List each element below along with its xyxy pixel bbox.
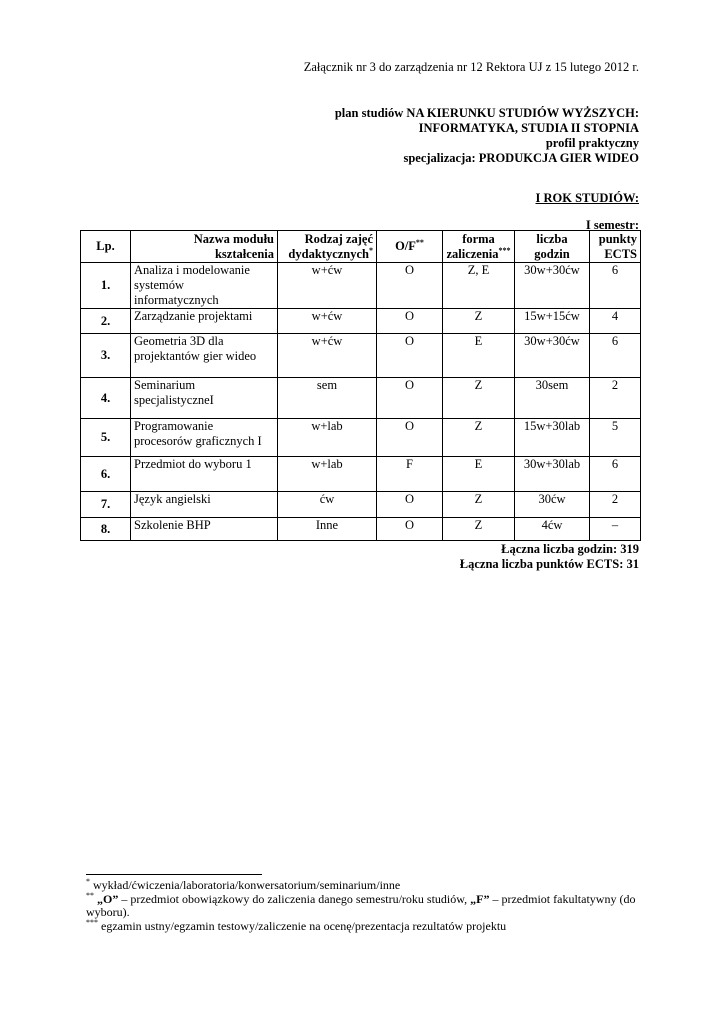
footnote-marker: * — [369, 245, 373, 255]
footnote-1 — [86, 879, 646, 893]
module-name-line: Szkolenie BHP — [134, 518, 211, 532]
table-row — [81, 263, 641, 309]
cell-lp: 3. — [81, 334, 131, 378]
plan-title-block — [335, 106, 639, 166]
cell-lp: 7. — [81, 492, 131, 518]
table-row — [81, 492, 641, 518]
footnote-term-o: „O” — [94, 891, 119, 906]
table-row — [81, 457, 641, 492]
footnote-divider — [86, 874, 262, 875]
plan-title-line: plan studiów NA KIERUNKU STUDIÓW WYŻSZYCH: — [334, 106, 639, 120]
totals-block — [460, 542, 639, 572]
cell-hours: 30w+30lab — [515, 457, 590, 492]
footnote-term-f: „F” — [470, 891, 490, 906]
cell-of: O — [377, 378, 443, 419]
footnote-text: – przedmiot obowiązkowy do zaliczenia danego semestru/roku studiów, — [118, 891, 471, 906]
cell-lp: 4. — [81, 378, 131, 419]
cell-assessment-form: Z — [443, 518, 515, 541]
cell-ects: 2 — [590, 378, 641, 419]
cell-class-type: Inne — [278, 518, 377, 541]
cell-assessment-form: E — [443, 334, 515, 378]
cell-hours: 30w+30ćw — [515, 334, 590, 378]
cell-lp: 8. — [81, 518, 131, 541]
table-row — [81, 309, 641, 334]
header-lp: Lp. — [81, 231, 131, 263]
year-heading: I ROK STUDIÓW: — [535, 191, 639, 205]
cell-assessment-form: Z — [443, 419, 515, 457]
header-text-with-note — [281, 247, 373, 262]
module-name-line: Programowanie — [134, 419, 214, 433]
table-row — [81, 334, 641, 378]
cell-of: O — [377, 492, 443, 518]
cell-ects: 6 — [590, 334, 641, 378]
cell-of: O — [377, 419, 443, 457]
cell-assessment-form: Z — [443, 492, 515, 518]
cell-lp: 5. — [81, 419, 131, 457]
cell-module-name — [131, 263, 278, 309]
module-name-line: specjalistyczneI — [134, 393, 214, 407]
cell-hours: 30sem — [515, 378, 590, 419]
cell-hours: 4ćw — [515, 518, 590, 541]
table-row — [81, 518, 641, 541]
footnote-marker: ** — [415, 237, 424, 247]
cell-module-name — [131, 457, 278, 492]
table-row — [81, 419, 641, 457]
header-text: Rodzaj zajęć — [304, 231, 373, 246]
cell-assessment-form: E — [443, 457, 515, 492]
module-name-line: Język angielski — [134, 492, 211, 506]
header-of — [377, 231, 443, 263]
cell-class-type: w+lab — [278, 457, 377, 492]
cell-assessment-form: Z — [443, 309, 515, 334]
cell-lp: 6. — [81, 457, 131, 492]
header-text: O/F — [395, 239, 416, 253]
cell-hours: 15w+15ćw — [515, 309, 590, 334]
table-row — [81, 378, 641, 419]
cell-of: O — [377, 518, 443, 541]
cell-module-name — [131, 492, 278, 518]
module-name-line: informatycznych — [134, 293, 219, 307]
footnote-text: wykład/ćwiczenia/laboratoria/konwersatorium/seminarium/inne — [90, 878, 401, 892]
module-name-line: systemów — [134, 278, 184, 292]
header-assessment-form — [443, 231, 515, 263]
module-name-line: Przedmiot do wyboru 1 — [134, 457, 252, 471]
footnote-3 — [86, 917, 646, 934]
cell-of: F — [377, 457, 443, 492]
total-hours: Łączna liczba godzin: 319 — [501, 542, 639, 556]
cell-module-name — [131, 518, 278, 541]
plan-title-line: profil praktyczny — [545, 136, 639, 150]
cell-lp: 1. — [81, 263, 131, 309]
header-text: ECTS — [604, 246, 637, 261]
header-text: zaliczenia — [446, 246, 499, 261]
cell-assessment-form: Z — [443, 378, 515, 419]
footnotes — [86, 879, 646, 933]
module-name-line: Geometria 3D dla — [134, 334, 224, 348]
semester-heading: I semestr: — [585, 218, 639, 232]
cell-hours: 15w+30lab — [515, 419, 590, 457]
cell-ects: 4 — [590, 309, 641, 334]
header-text-with-note — [446, 247, 511, 262]
cell-of: O — [377, 263, 443, 309]
cell-ects: 6 — [590, 263, 641, 309]
cell-assessment-form: Z, E — [443, 263, 515, 309]
cell-class-type: sem — [278, 378, 377, 419]
cell-hours: 30ćw — [515, 492, 590, 518]
cell-ects: 5 — [590, 419, 641, 457]
module-name-line: projektantów gier wideo — [134, 349, 257, 363]
footnote-2 — [86, 890, 646, 920]
header-module-name — [131, 231, 278, 263]
header-hours: liczba godzin — [515, 231, 590, 263]
footnote-marker: * — [86, 877, 90, 886]
cell-class-type: ćw — [278, 492, 377, 518]
module-name-line: procesorów graficznych I — [134, 434, 262, 448]
module-name-line: Seminarium — [134, 378, 196, 392]
cell-module-name — [131, 419, 278, 457]
module-name-line: Zarządzanie projektami — [134, 309, 253, 323]
footnote-text: – przedmiot fakultatywny (do wyboru). — [86, 891, 636, 919]
header-text: punkty — [598, 231, 637, 246]
plan-title-line: INFORMATYKA, STUDIA II STOPNIA — [418, 121, 639, 135]
total-ects: Łączna liczba punktów ECTS: 31 — [459, 557, 639, 571]
module-name-line: Analiza i modelowanie — [134, 263, 250, 277]
cell-of: O — [377, 309, 443, 334]
cell-of: O — [377, 334, 443, 378]
table-header-row — [81, 231, 641, 263]
header-text: forma — [462, 231, 495, 246]
footnote-marker: *** — [498, 245, 511, 255]
cell-ects: 2 — [590, 492, 641, 518]
cell-ects: – — [590, 518, 641, 541]
cell-hours: 30w+30ćw — [515, 263, 590, 309]
header-text: kształcenia — [214, 246, 274, 261]
footnote-marker: ** — [86, 890, 94, 900]
cell-module-name — [131, 309, 278, 334]
header-text: dydaktycznych — [288, 246, 369, 261]
footnote-text: egzamin ustny/egzamin testowy/zaliczenie na ocenę/prezentacja rezultatów projektu — [98, 918, 507, 933]
cell-ects: 6 — [590, 457, 641, 492]
cell-module-name — [131, 378, 278, 419]
cell-lp: 2. — [81, 309, 131, 334]
cell-module-name — [131, 334, 278, 378]
annex-reference: Załącznik nr 3 do zarządzenia nr 12 Rektora UJ z 15 lutego 2012 r. — [303, 60, 639, 74]
header-ects — [590, 231, 641, 263]
cell-class-type: w+lab — [278, 419, 377, 457]
plan-title-line: specjalizacja: PRODUKCJA GIER WIDEO — [403, 151, 639, 165]
footnote-marker: *** — [86, 917, 98, 927]
cell-class-type: w+ćw — [278, 263, 377, 309]
header-text: Nazwa modułu — [193, 231, 274, 246]
cell-class-type: w+ćw — [278, 309, 377, 334]
cell-class-type: w+ćw — [278, 334, 377, 378]
header-class-type — [278, 231, 377, 263]
study-plan-table — [80, 230, 641, 541]
